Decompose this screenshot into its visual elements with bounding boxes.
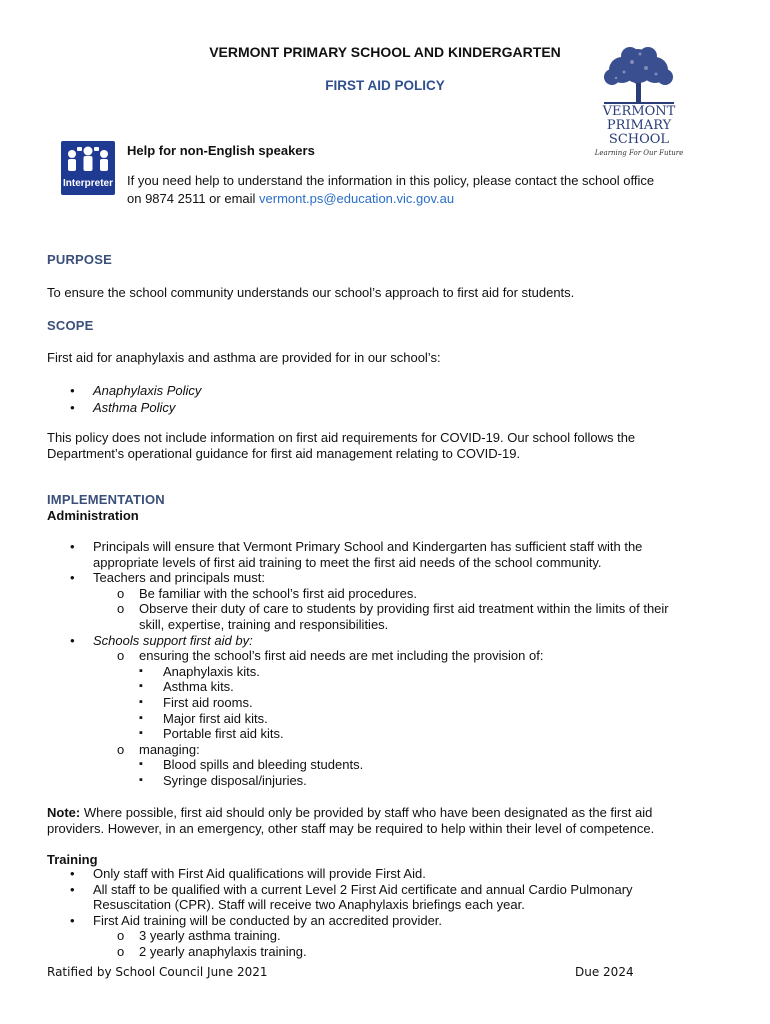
list-item: ▪ Blood spills and bleeding students. [47,757,737,773]
list-item: o Be familiar with the school’s first aid procedures. [47,586,737,602]
administration-heading: Administration [47,508,139,523]
policy-title: FIRST AID POLICY [325,78,445,93]
interpreter-heading: Help for non-English speakers [127,143,315,158]
list-item: • First Aid training will be conducted by an accredited provider. [47,913,737,929]
logo-line-2: PRIMARY [606,118,672,133]
list-item: o ensuring the school’s first aid needs are met including the provision of: [47,648,737,664]
note-label: Note: [47,805,81,820]
scope-note: This policy does not include information on first aid requirements for COVID-19. Our school follows the Department’s operational guidance for first aid management relating to COVID-19. [47,430,636,461]
list-item: • Asthma Policy [47,400,727,416]
list-item: ▪ Asthma kits. [47,679,737,695]
list-item: ▪ Anaphylaxis kits. [47,664,737,680]
scope-heading: SCOPE [47,318,94,333]
list-item: ▪ First aid rooms. [47,695,737,711]
training-heading: Training [47,852,98,867]
list-item: o Observe their duty of care to students by providing first aid treatment within the limits of their skill, expertise, training and responsibilities. [47,601,737,632]
interpreter-label: Interpreter [62,178,113,189]
list-item: o 2 yearly anaphylaxis training. [47,944,737,960]
list-item: ▪ Major first aid kits. [47,711,737,727]
footer-ratified: Ratified by School Council June 2021 [47,965,268,979]
school-name: VERMONT PRIMARY SCHOOL AND KINDERGARTEN [209,44,561,60]
logo-line-3: SCHOOL [608,132,670,147]
purpose-text: To ensure the school community understands our school’s approach to first aid for students. [47,285,575,300]
implementation-note: Note: Where possible, first aid should only be provided by staff who have been designated as the first aid providers. However, in an emergency, other staff may be required to help within their level of competence. [47,805,655,836]
list-item: • Anaphylaxis Policy [47,383,727,399]
list-item: • Only staff with First Aid qualifications will provide First Aid. [47,866,737,882]
list-item: o managing: [47,742,737,758]
list-item: ▪ Portable first aid kits. [47,726,737,742]
logo-tagline: Learning For Our Future [594,149,684,157]
scope-list [47,383,727,415]
list-item: • Teachers and principals must: [47,570,737,586]
tree-icon [594,44,684,106]
logo-line-1: VERMONT [602,104,676,119]
list-item: • Schools support first aid by: [47,633,737,649]
implementation-heading: IMPLEMENTATION [47,492,165,507]
school-logo [594,44,684,160]
scope-intro: First aid for anaphylaxis and asthma are provided for in our school’s: [47,350,441,365]
footer-due: Due 2024 [575,965,634,979]
list-item: ▪ Syringe disposal/injuries. [47,773,737,789]
list-item: o 3 yearly asthma training. [47,928,737,944]
list-item: • All staff to be qualified with a current Level 2 First Aid certificate and annual Cardio Pulmonary Resuscitation (CPR). Staff will receive two Anaphylaxis briefings each year. [47,882,737,913]
interpreter-text: If you need help to understand the information in this policy, please contact the school office on 9874 2511 or email vermont.ps@education.vic.gov.au [127,173,655,206]
training-list [47,866,737,960]
email-link[interactable]: vermont.ps@education.vic.gov.au [259,191,455,206]
interpreter-icon [61,141,115,195]
purpose-heading: PURPOSE [47,252,112,267]
implementation-list [47,539,737,789]
list-item: • Principals will ensure that Vermont Primary School and Kindergarten has sufficient staff with the appropriate levels of first aid training to meet the first aid needs of the school community. [47,539,737,570]
